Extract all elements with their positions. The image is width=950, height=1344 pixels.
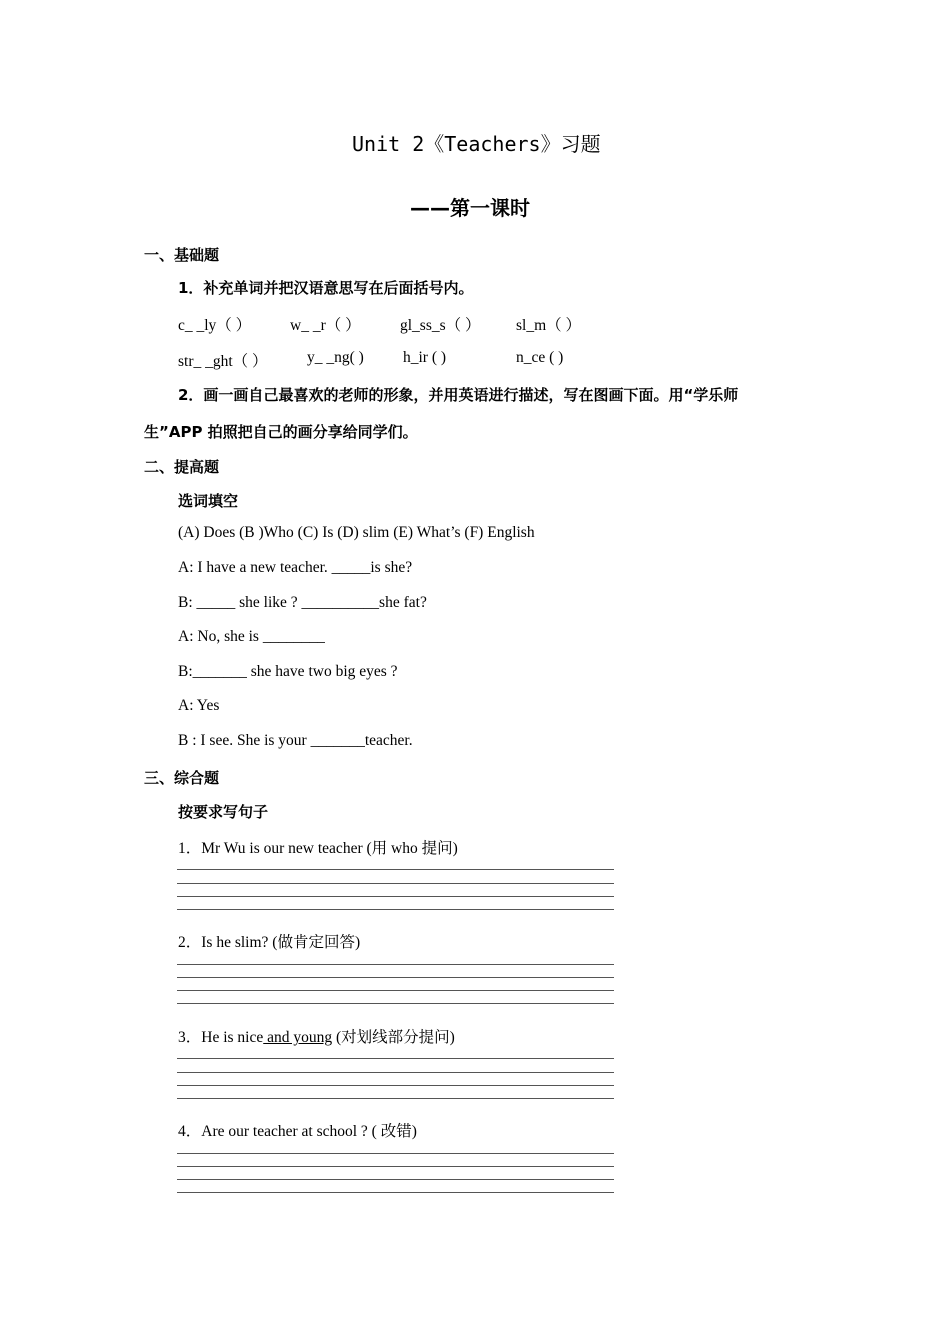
s3-subheading: 按要求写句子	[178, 803, 269, 821]
s3-question-3-suffix: (对划线部分提问)	[332, 1029, 455, 1046]
page-title: Unit 2《Teachers》习题	[352, 132, 601, 156]
section-1-heading: 一、基础题	[144, 246, 220, 264]
word-blank: w_ _r（ ）	[290, 317, 361, 334]
writing-line[interactable]	[177, 1058, 614, 1059]
word-blank: y_ _ng( )	[307, 349, 364, 366]
word-blank: h_ir ( )	[403, 349, 447, 366]
s1-question-2-line1: 2．画一画自己最喜欢的老师的形象，并用英语进行描述，写在图画下面。用“学乐师	[178, 386, 739, 404]
s3-question-3-prefix: 3．He is nice	[178, 1029, 264, 1046]
section-2-heading: 二、提高题	[144, 458, 220, 476]
writing-line[interactable]	[177, 1192, 614, 1193]
word-blank: str_ _ght（ ）	[178, 353, 268, 370]
page-subtitle: ——第一课时	[410, 196, 530, 220]
dialogue-line: A: I have a new teacher. _____is she?	[178, 559, 413, 576]
writing-line[interactable]	[177, 1179, 614, 1180]
writing-line[interactable]	[177, 869, 614, 870]
word-blank: n_ce ( )	[516, 349, 564, 366]
word-blank: sl_m（ ）	[516, 317, 582, 334]
s3-question-3-underlined: and young	[263, 1029, 333, 1046]
writing-line[interactable]	[177, 896, 614, 897]
writing-line[interactable]	[177, 977, 614, 978]
writing-line[interactable]	[177, 1085, 614, 1086]
dialogue-line: B: _____ she like ? __________she fat?	[178, 594, 427, 611]
s3-question-3	[178, 1025, 455, 1047]
writing-line[interactable]	[177, 1072, 614, 1073]
word-blank: c_ _ly（ ）	[178, 317, 252, 334]
s2-subheading: 选词填空	[178, 492, 239, 510]
dialogue-line: B : I see. She is your _______teacher.	[178, 732, 413, 749]
writing-line[interactable]	[177, 1153, 614, 1154]
s1-question-2-line2: 生”APP 拍照把自己的画分享给同学们。	[144, 423, 418, 441]
writing-line[interactable]	[177, 883, 614, 884]
s3-question-2: 2．Is he slim? (做肯定回答)	[178, 934, 361, 951]
writing-line[interactable]	[177, 1098, 614, 1099]
s3-question-4: 4．Are our teacher at school ? ( 改错)	[178, 1123, 417, 1140]
s1-question-1: 1．补充单词并把汉语意思写在后面括号内。	[178, 279, 474, 297]
dialogue-line: B:_______ she have two big eyes ?	[178, 663, 398, 680]
writing-line[interactable]	[177, 1166, 614, 1167]
word-blank: gl_ss_s（ ）	[400, 317, 481, 334]
writing-line[interactable]	[177, 990, 614, 991]
writing-line[interactable]	[177, 1003, 614, 1004]
writing-line[interactable]	[177, 909, 614, 910]
dialogue-line: A: No, she is ________	[178, 628, 325, 645]
writing-line[interactable]	[177, 964, 614, 965]
dialogue-line: A: Yes	[178, 697, 220, 714]
section-3-heading: 三、综合题	[144, 769, 220, 787]
word-options: (A) Does (B )Who (C) Is (D) slim (E) What’s (F) English	[178, 524, 535, 541]
s3-question-1: 1．Mr Wu is our new teacher (用 who 提问)	[178, 840, 458, 857]
